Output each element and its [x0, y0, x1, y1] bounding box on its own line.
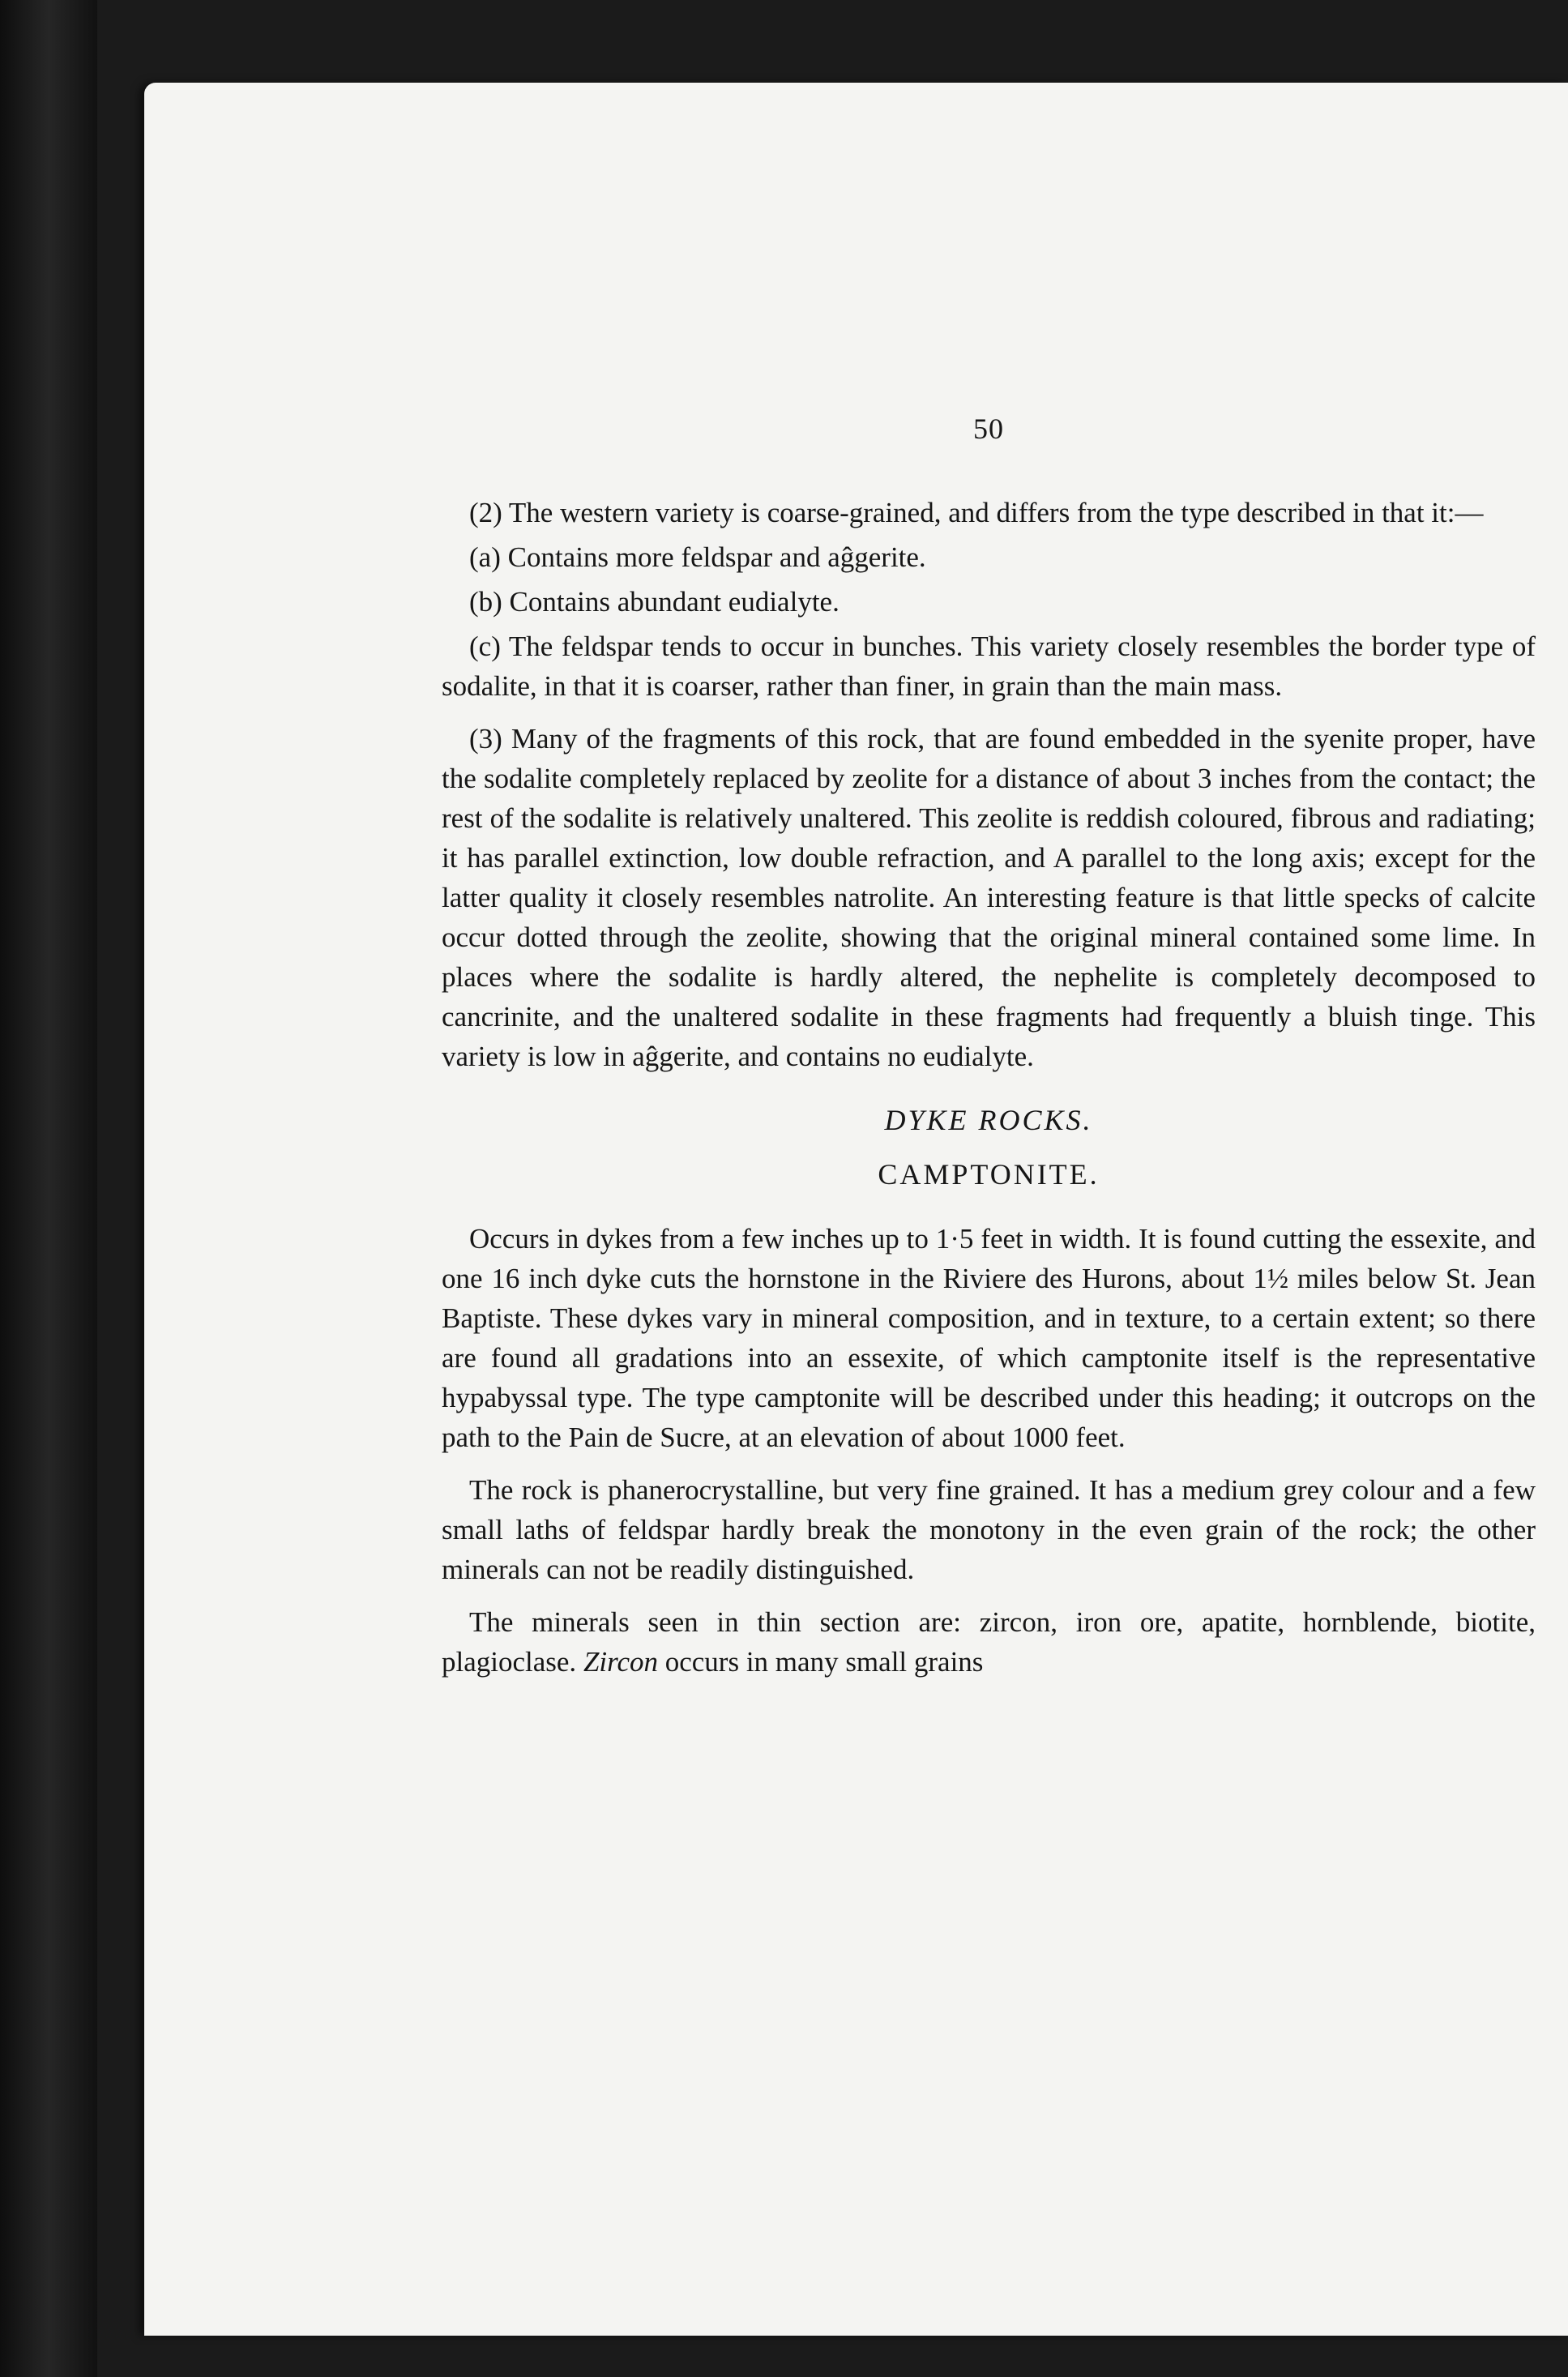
list-item-c: (c) The feldspar tends to occur in bunches. This variety closely resembles the border type of sodalite, in that it is coarser, rather than finer, in grain than the main mass.: [442, 631, 1536, 702]
page-number: 50: [973, 413, 1004, 445]
paragraph-camptonite-occurrence: Occurs in dykes from a few inches up to 1·5 feet in width. It is found cutting the essexite, and one 16 inch dyke cuts the hornstone in the Riviere des Hurons, about 1½ miles below St. Jean Baptiste. These dykes vary in mineral composition, and in texture, to a certain extent; so there are found all gradations into an essexite, of which camptonite itself is the representative hypabyssal type. The type camptonite will be described under this heading; it outcrops on the path to the Pain de Sucre, at an elevation of about 1000 feet.: [442, 1223, 1536, 1453]
paragraph-minerals: [442, 1602, 1536, 1682]
scan-border: [0, 0, 97, 2377]
paragraph-fragments: (3) Many of the fragments of this rock, that are found embedded in the syenite proper, have the sodalite completely replaced by zeolite for a distance of about 3 inches from the contact; the rest of the sodalite is relatively unaltered. This zeolite is reddish coloured, fibrous and radiating; it has parallel extinction, low double refraction, and A parallel to the long axis; except for the latter quality it closely resembles natrolite. An interesting feature is that little specks of calcite occur dotted through the zeolite, showing that the original mineral contained some lime. In places where the sodalite is hardly altered, the nephelite is completely decomposed to cancrinite, and the unaltered sodalite in these fragments had frequently a bluish tinge. This variety is low in aĝgerite, and contains no eudialyte.: [442, 723, 1536, 1072]
minerals-text-end: occurs in many small grains: [657, 1646, 984, 1678]
zircon-term: Zircon: [583, 1646, 658, 1678]
section-heading: DYKE ROCKS.: [884, 1104, 1093, 1136]
paragraph-camptonite-description: The rock is phanerocrystalline, but very fine grained. It has a medium grey colour and a few small laths of feldspar hardly break the monotony in the even grain of the rock; the other minerals can not be readily distinguished.: [442, 1474, 1536, 1585]
page-text: [442, 409, 1536, 1687]
list-item-b: (b) Contains abundant eudialyte.: [469, 586, 840, 618]
list-item-a: (a) Contains more feldspar and aĝgerite.: [469, 541, 926, 573]
minerals-text-start: The minerals seen in thin section are: zircon, iron ore, apatite, hornblende, biotite, plagioclase.: [442, 1606, 1536, 1678]
subsection-heading: CAMPTONITE.: [878, 1158, 1100, 1191]
paragraph-western-variety: (2) The western variety is coarse-grained, and differs from the type described in that it:—: [469, 497, 1484, 528]
